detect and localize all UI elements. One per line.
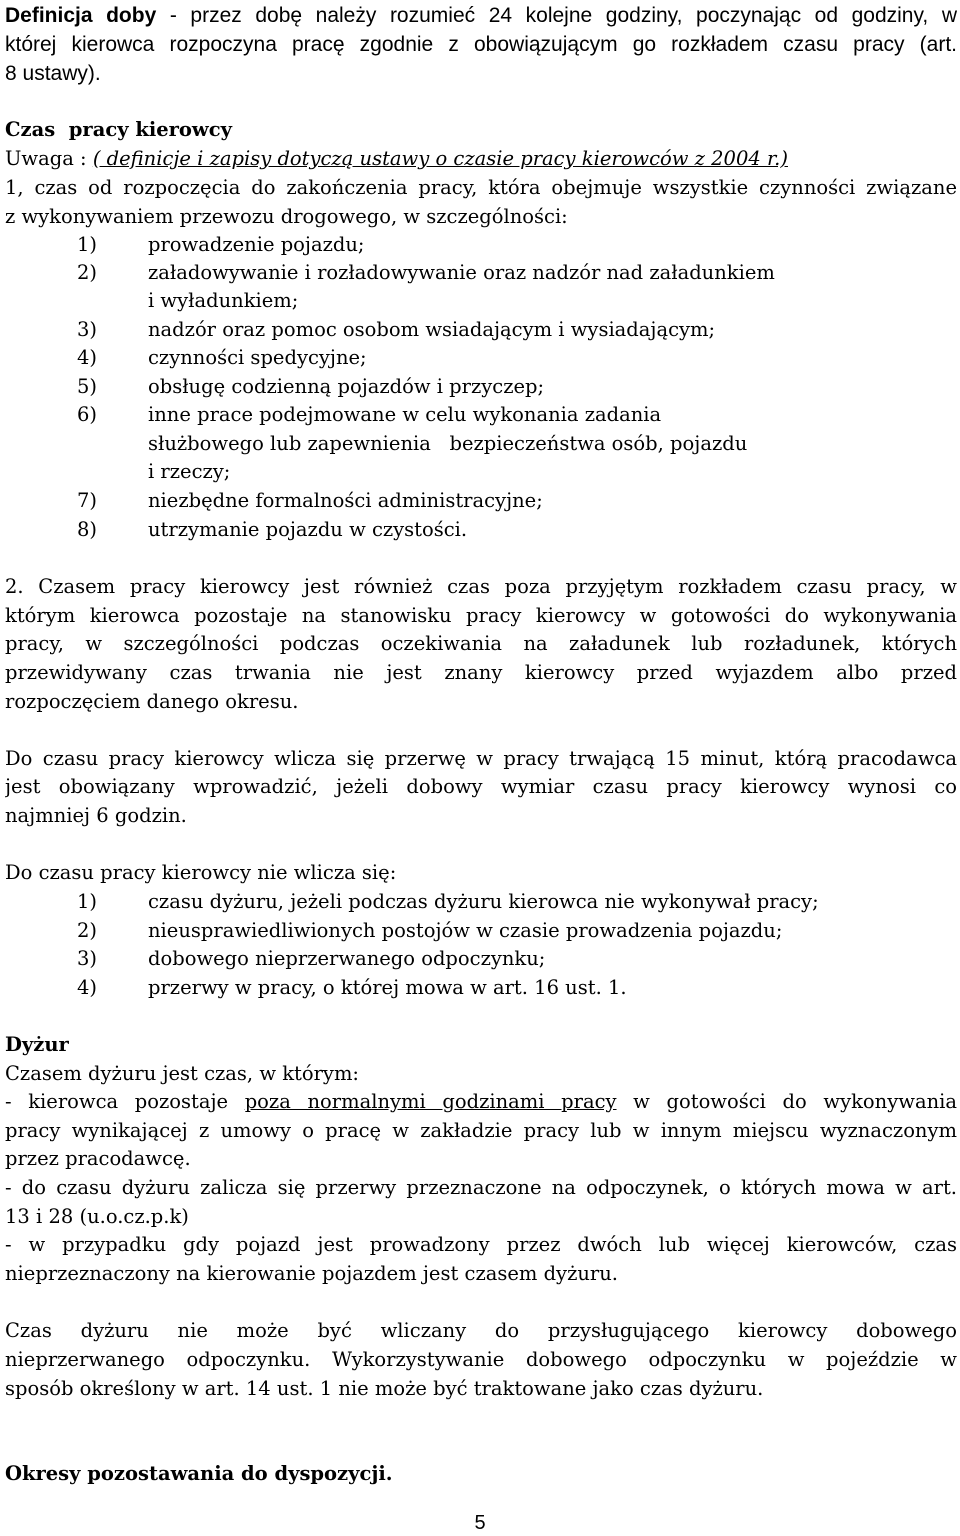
para2-line: rozpoczęciem danego okresu. [5, 690, 299, 713]
list-item: 7) niezbędne formalności administracyjne; [77, 489, 543, 512]
nie-wlicza-intro: Do czasu pracy kierowcy nie wlicza się: [5, 861, 397, 884]
dyzur-bullet-line: - kierowca pozostaje poza normalnymi godzinami pracy w gotowości do wykonywania [5, 1090, 957, 1113]
list-item: 1) czasu dyżuru, jeżeli podczas dyżuru kierowca nie wykonywał pracy; [77, 890, 819, 913]
page-number: 5 [474, 1512, 486, 1534]
dyzur-bullet-line: - w przypadku gdy pojazd jest prowadzony przez dwóch lub więcej kierowców, czas [5, 1233, 957, 1256]
para3-line: Do czasu pracy kierowcy wlicza się przerwę w pracy trwającą 15 minut, którą pracodawca [5, 747, 957, 770]
dyzur-bullet-line: przez pracodawcę. [5, 1147, 191, 1170]
dyzur-bullet-line: 13 i 28 (u.o.cz.p.k) [5, 1205, 189, 1228]
list-item-continuation: służbowego lub zapewnienia bezpieczeństwa osób, pojazdu [148, 432, 748, 455]
czas-pracy-heading: Czas pracy kierowcy [5, 118, 232, 141]
list-item: 2) załadowywanie i rozładowywanie oraz nadzór nad załadunkiem [77, 261, 775, 284]
dyzur-bullet-line: pracy wynikającej z umowy o pracę w zakładzie pracy lub w innym miejscu wyznaczonym [5, 1119, 957, 1142]
list-item: 4) przerwy w pracy, o której mowa w art. 16 ust. 1. [77, 976, 627, 999]
dyzur-heading: Dyżur [5, 1033, 69, 1056]
list-item: 6) inne prace podejmowane w celu wykonania zadania [77, 403, 662, 426]
para2-line: 2. Czasem pracy kierowcy jest również czas poza przyjętym rozkładem czasu pracy, w [5, 575, 957, 598]
uwaga-note: Uwaga : ( definicje i zapisy dotyczą ustawy o czasie pracy kierowców z 2004 r.) [5, 147, 788, 170]
doba-definition-line-1: Definicja doby - przez dobę należy rozumieć 24 kolejne godziny, poczynając od godziny, w [5, 4, 957, 27]
doba-definition-term: Definicja doby [5, 4, 157, 27]
doba-definition-line-3: 8 ustawy). [5, 62, 101, 85]
dyzur-bullet-line: - do czasu dyżuru zalicza się przerwy przeznaczone na odpoczynek, o których mowa w art. [5, 1176, 957, 1199]
para2-line: którym kierowca pozostaje na stanowisku pracy kierowcy w gotowości do wykonywania [5, 604, 957, 627]
dyzur-para-line: sposób określony w art. 14 ust. 1 nie może być traktowane jako czas dyżuru. [5, 1377, 764, 1400]
list-item-continuation: i rzeczy; [148, 460, 231, 483]
list-item: 1) prowadzenie pojazdu; [77, 233, 365, 256]
dyzur-para-line: Czas dyżuru nie może być wliczany do przysługującego kierowcy dobowego [5, 1319, 957, 1342]
list-item: 3) nadzór oraz pomoc osobom wsiadającym i wysiadającym; [77, 318, 716, 341]
dyzur-intro: Czasem dyżuru jest czas, w którym: [5, 1062, 359, 1085]
list-item: 3) dobowego nieprzerwanego odpoczynku; [77, 947, 546, 970]
czas-pracy-definition-line-2: z wykonywaniem przewozu drogowego, w szczególności: [5, 205, 568, 228]
dyzur-para-line: nieprzerwanego odpoczynku. Wykorzystywanie dobowego odpoczynku w pojeździe w [5, 1348, 957, 1371]
list-item: 8) utrzymanie pojazdu w czystości. [77, 518, 468, 541]
para3-line: jest obowiązany wprowadzić, jeżeli dobowy wymiar czasu pracy kierowcy wynosi co [5, 775, 957, 798]
list-item-continuation: i wyładunkiem; [148, 289, 299, 312]
list-item: 4) czynności spedycyjne; [77, 346, 367, 369]
doba-definition-line-2: której kierowca rozpoczyna pracę zgodnie z obowiązującym go rozkładem czasu pracy (art. [5, 33, 957, 56]
para3-line: najmniej 6 godzin. [5, 804, 187, 827]
para2-line: pracy, w szczególności podczas oczekiwania na załadunek lub rozładunek, których [5, 632, 957, 655]
list-item: 2) nieusprawiedliwionych postojów w czasie prowadzenia pojazdu; [77, 919, 783, 942]
czas-pracy-definition-line-1: 1, czas od rozpoczęcia do zakończenia pracy, która obejmuje wszystkie czynności związane [5, 176, 957, 199]
para2-line: przewidywany czas trwania nie jest znany kierowcy przed wyjazdem albo przed [5, 661, 957, 684]
dyzur-bullet-line: nieprzeznaczony na kierowanie pojazdem jest czasem dyżuru. [5, 1262, 618, 1285]
okresy-heading: Okresy pozostawania do dyspozycji. [5, 1462, 393, 1485]
list-item: 5) obsługę codzienną pojazdów i przyczep; [77, 375, 545, 398]
